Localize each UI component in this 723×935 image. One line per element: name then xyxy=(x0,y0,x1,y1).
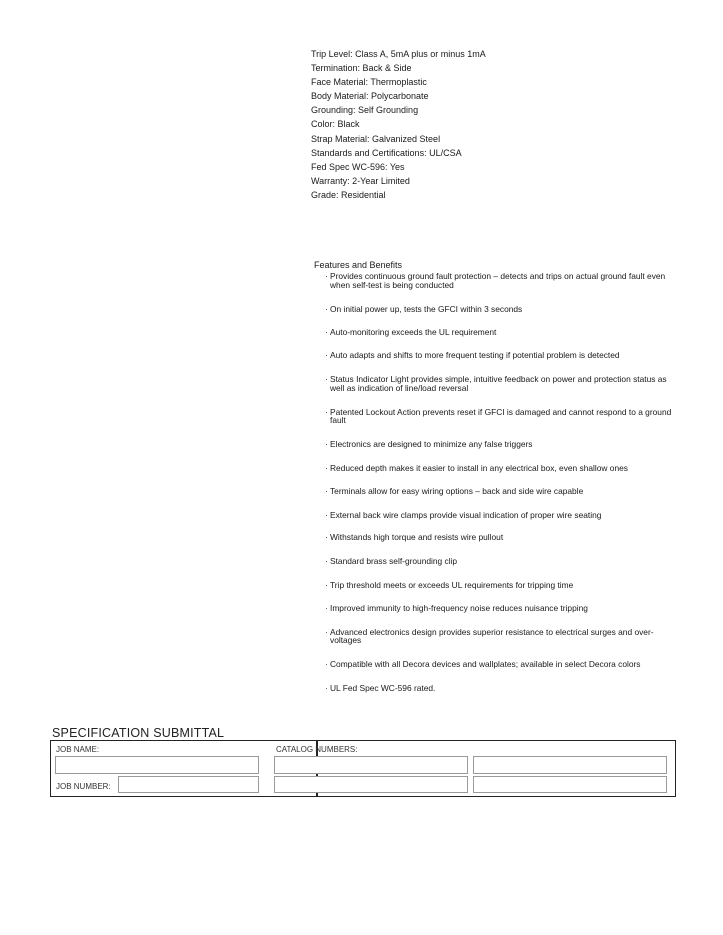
bullet-icon: · xyxy=(325,350,328,361)
bullet-icon: · xyxy=(325,462,328,473)
job-name-label: JOB NAME: xyxy=(56,745,100,754)
feature-text: Withstands high torque and resists wire pullout xyxy=(330,532,504,543)
bullet-icon: · xyxy=(325,682,328,693)
list-item xyxy=(325,660,680,669)
catalog-numbers-label: CATALOG NUMBERS: xyxy=(276,745,358,754)
list-item xyxy=(325,305,680,314)
bullet-icon: · xyxy=(325,327,328,338)
feature-text: Terminals allow for easy wiring options – back and side wire capable xyxy=(330,485,584,496)
list-item xyxy=(325,328,680,337)
spec-termination: Termination: Back & Side xyxy=(311,63,412,74)
bullet-icon: · xyxy=(325,271,328,281)
spec-color: Color: Black xyxy=(311,119,360,130)
job-name-field[interactable] xyxy=(55,756,259,774)
feature-text: External back wire clamps provide visual indication of proper wire seating xyxy=(330,509,602,520)
list-item xyxy=(325,408,680,426)
feature-text: Standard brass self-grounding clip xyxy=(330,556,458,567)
feature-text: Auto-monitoring exceeds the UL requirement xyxy=(330,327,497,338)
list-item xyxy=(325,581,680,590)
job-number-label: JOB NUMBER: xyxy=(56,782,111,791)
bullet-icon: · xyxy=(325,626,328,637)
spec-grounding: Grounding: Self Grounding xyxy=(311,105,419,116)
feature-text: Patented Lockout Action prevents reset if GFCI is damaged and cannot respond to a ground fault xyxy=(330,406,672,426)
list-item xyxy=(325,272,680,290)
list-item xyxy=(325,533,680,542)
spec-strap-material: Strap Material: Galvanized Steel xyxy=(311,133,441,144)
list-item xyxy=(325,351,680,360)
spec-body-material: Body Material: Polycarbonate xyxy=(311,91,429,102)
spec-grade: Grade: Residential xyxy=(311,189,386,200)
feature-text: Advanced electronics design provides superior resistance to electrical surges and over-voltages xyxy=(330,626,654,646)
catalog-number-field[interactable] xyxy=(274,776,468,793)
list-item xyxy=(325,464,680,473)
submittal-form xyxy=(50,740,676,797)
feature-text: Status Indicator Light provides simple, intuitive feedback on power and protection status as well as indication of line/load reversal xyxy=(330,373,667,393)
bullet-icon: · xyxy=(325,556,328,567)
bullet-icon: · xyxy=(325,406,328,417)
bullet-icon: · xyxy=(325,659,328,670)
bullet-icon: · xyxy=(325,485,328,496)
submittal-title: SPECIFICATION SUBMITTAL xyxy=(52,726,225,740)
job-number-field[interactable] xyxy=(118,776,259,793)
bullet-icon: · xyxy=(325,303,328,314)
bullet-icon: · xyxy=(325,509,328,520)
bullet-icon: · xyxy=(325,439,328,450)
feature-text: Compatible with all Decora devices and wallplates; available in select Decora colors xyxy=(330,659,641,670)
spec-face-material: Face Material: Thermoplastic xyxy=(311,77,427,88)
feature-text: Provides continuous ground fault protection – detects and trips on actual ground fault even when self-test is being conducted xyxy=(330,271,666,290)
feature-text: Auto adapts and shifts to more frequent testing if potential problem is detected xyxy=(330,350,620,361)
feature-text: On initial power up, tests the GFCI within 3 seconds xyxy=(330,303,523,314)
list-item xyxy=(325,604,680,613)
catalog-number-field[interactable] xyxy=(473,756,667,774)
list-item xyxy=(325,684,680,693)
spec-standards: Standards and Certifications: UL/CSA xyxy=(311,147,462,158)
list-item xyxy=(325,511,680,520)
feature-text: Reduced depth makes it easier to install in any electrical box, even shallow ones xyxy=(330,462,628,473)
spec-list xyxy=(311,50,491,205)
catalog-number-field[interactable] xyxy=(274,756,468,774)
bullet-icon: · xyxy=(325,602,328,613)
feature-text: Trip threshold meets or exceeds UL requirements for tripping time xyxy=(330,579,574,590)
bullet-icon: · xyxy=(325,532,328,543)
spec-fed-spec: Fed Spec WC-596: Yes xyxy=(311,161,405,172)
bullet-icon: · xyxy=(325,579,328,590)
bullet-icon: · xyxy=(325,373,328,384)
list-item xyxy=(325,557,680,566)
catalog-number-field[interactable] xyxy=(473,776,667,793)
spec-warranty: Warranty: 2-Year Limited xyxy=(311,175,410,186)
feature-text: Electronics are designed to minimize any false triggers xyxy=(330,439,533,450)
list-item xyxy=(325,487,680,496)
list-item xyxy=(325,628,680,646)
features-heading: Features and Benefits xyxy=(314,260,403,270)
features-list xyxy=(325,272,680,693)
list-item xyxy=(325,375,680,393)
feature-text: UL Fed Spec WC-596 rated. xyxy=(330,682,436,693)
list-item xyxy=(325,440,680,449)
feature-text: Improved immunity to high-frequency noise reduces nuisance tripping xyxy=(330,602,588,613)
spec-trip-level: Trip Level: Class A, 5mA plus or minus 1mA xyxy=(311,49,486,59)
